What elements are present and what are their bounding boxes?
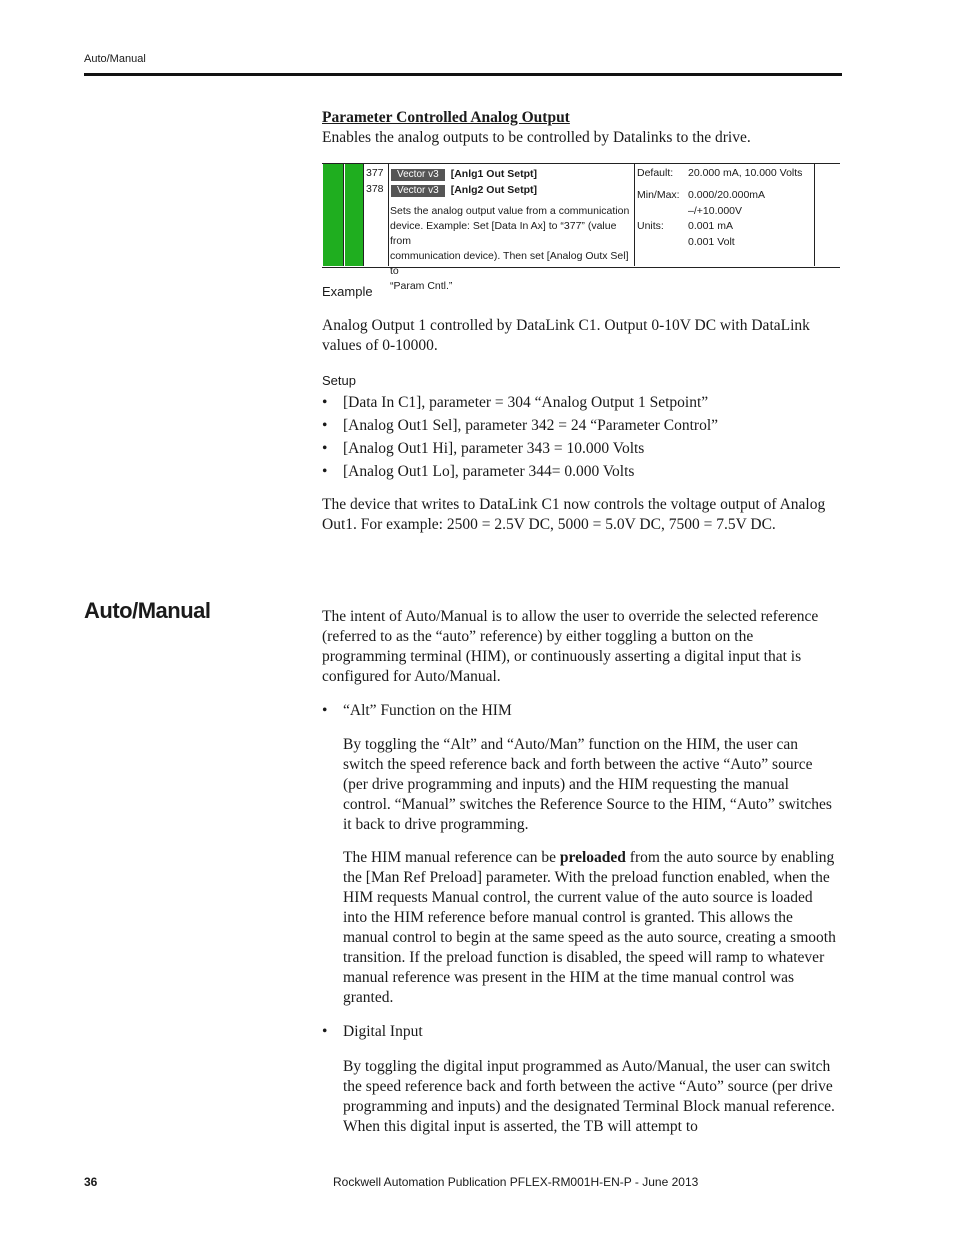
description-line: device. Example: Set [Data In Ax] to “377” (value from	[390, 220, 617, 247]
param-description	[390, 204, 632, 294]
page-number: 36	[84, 1175, 98, 1189]
version-badge: Vector v3	[391, 185, 445, 197]
list-item: • [Analog Out1 Sel], parameter 342 = 24 “Parameter Control”	[322, 416, 840, 436]
table-divider	[363, 164, 364, 266]
bold-term: preloaded	[559, 849, 626, 866]
list-item: • “Alt” Function on the HIM	[322, 701, 840, 721]
example-label: Example	[322, 284, 373, 299]
units-value: 0.001 mA	[688, 220, 733, 232]
auto-manual-list	[322, 701, 840, 721]
pca-section	[322, 108, 840, 148]
parameter-table	[322, 163, 840, 292]
minmax-label: Min/Max:	[637, 189, 680, 201]
version-badge: Vector v3	[391, 169, 445, 181]
group-color-bar	[323, 164, 343, 266]
param-names	[391, 167, 537, 199]
param-name: [Anlg1 Out Setpt]	[450, 168, 538, 180]
param-numbers	[366, 166, 384, 198]
param-specs	[637, 166, 813, 261]
minmax-value: 0.000/20.000mA	[688, 189, 766, 201]
auto-manual-section	[322, 607, 840, 1137]
pca-intro: Enables the analog outputs to be controlled by Datalinks to the drive.	[322, 129, 751, 146]
pca-title: Parameter Controlled Analog Output	[322, 109, 570, 126]
file-color-bar	[345, 164, 363, 266]
param-name: [Anlg2 Out Setpt]	[450, 184, 538, 196]
list-item: • [Analog Out1 Hi], parameter 343 = 10.000 Volts	[322, 439, 840, 459]
default-label: Default:	[637, 167, 674, 179]
preload-paragraph	[343, 848, 840, 1008]
units-value: 0.001 Volt	[688, 236, 735, 248]
description-line: Sets the analog output value from a communication	[390, 205, 630, 217]
setup-list	[322, 393, 840, 482]
section-title: Auto/Manual	[84, 598, 211, 623]
publication-info: Rockwell Automation Publication PFLEX-RM001H-EN-P - June 2013	[333, 1175, 699, 1189]
param-number: 378	[366, 183, 384, 195]
minmax-value: –/+10.000V	[688, 205, 743, 217]
auto-manual-list	[322, 1022, 840, 1042]
text-run: The HIM manual reference can be	[343, 849, 560, 866]
example-section	[322, 282, 840, 535]
auto-manual-intro: The intent of Auto/Manual is to allow the user to override the selected reference (referred to as the “auto” reference) by either toggling a button on the programming terminal (HIM), or continuously asserting a digital input that is configured for Auto/Manual.	[322, 608, 819, 685]
list-item: • [Analog Out1 Lo], parameter 344= 0.000 Volts	[322, 462, 840, 482]
table-divider	[814, 164, 815, 266]
header-rule	[84, 73, 842, 76]
list-item: • [Data In C1], parameter = 304 “Analog Output 1 Setpoint”	[322, 393, 840, 413]
table-divider	[634, 164, 635, 266]
param-number: 377	[366, 167, 384, 179]
example-text: Analog Output 1 controlled by DataLink C1. Output 0-10V DC with DataLink values of 0-10000.	[322, 317, 810, 354]
description-line: “Param Cntl.”	[390, 280, 453, 292]
digital-input-paragraph: By toggling the digital input programmed as Auto/Manual, the user can switch the speed reference back and forth between the active “Auto” source (per drive programming and inputs) and the designated Terminal Block manual reference. When this digital input is asserted, the TB will attempt to	[343, 1058, 835, 1135]
default-value: 20.000 mA, 10.000 Volts	[688, 167, 803, 179]
list-item: • Digital Input	[322, 1022, 840, 1042]
table-divider	[388, 164, 389, 266]
units-label: Units:	[637, 220, 664, 232]
text-run: from the auto source by enabling the [Man Ref Preload] parameter. With the preload function enabled, when the HIM requests Manual control, the current value of the auto source is loaded into the HIM reference before manual control is granted. This allows the manual control to begin at the same speed as the auto source, creating a smooth transition. If the preload function is disabled, the speed will ramp to whatever manual reference was present in the HIM at the time manual control was granted.	[343, 849, 836, 1006]
running-head: Auto/Manual	[84, 53, 146, 65]
closing-text: The device that writes to DataLink C1 now controls the voltage output of Analog Out1. For example: 2500 = 2.5V DC, 5000 = 5.0V DC, 7500 = 7.5V DC.	[322, 496, 826, 533]
table-divider	[343, 164, 344, 266]
setup-label: Setup	[322, 373, 356, 388]
him-paragraph: By toggling the “Alt” and “Auto/Man” function on the HIM, the user can switch the speed reference back and forth between the active “Auto” source (per drive programming and inputs) and the HIM requesting the manual control. “Manual” switches the Reference Source to the HIM, “Auto” switches it back to drive programming.	[343, 736, 832, 833]
description-line: communication device). Then set [Analog Outx Sel] to	[390, 250, 629, 277]
